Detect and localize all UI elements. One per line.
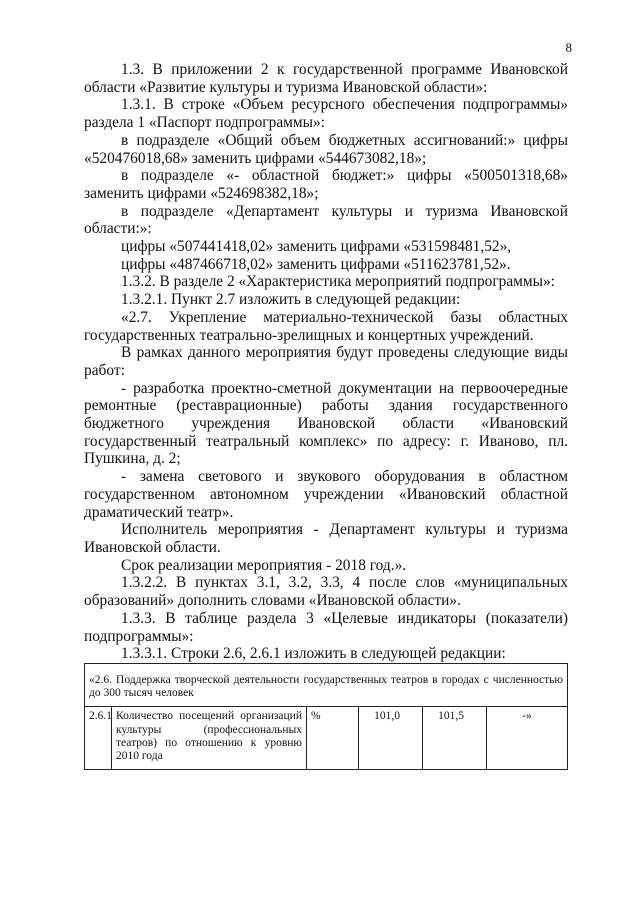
paragraph: в подразделе «Департамент культуры и туризма Ивановской области:»: <box>84 202 568 238</box>
paragraph: 1.3.2. В разделе 2 «Характеристика мероприятий подпрограммы»: <box>121 273 555 291</box>
paragraph: Срок реализации мероприятия - 2018 год.». <box>121 556 407 574</box>
indicator-number-cell: 2.6.1 <box>85 707 112 770</box>
paragraph: В рамках данного мероприятия будут проведены следующие виды работ: <box>84 344 568 379</box>
paragraph: цифры «507441418,02» заменить цифрами «531598481,52», <box>121 238 512 256</box>
paragraph: цифры «487466718,02» заменить цифрами «511623781,52». <box>121 255 511 273</box>
indicators-table <box>84 663 568 770</box>
paragraph: Исполнитель мероприятия - Департамент культуры и туризма Ивановской области. <box>84 521 568 556</box>
paragraph: 1.3.2.2. В пунктах 3.1, 3.2, 3.3, 4 после слов «муниципальных образований» дополнить словами «Ивановской области». <box>84 574 568 610</box>
paragraph: «2.7. Укрепление материально-технической базы областных государственных театрально-зрелищных и концертных учреждений. <box>84 308 568 344</box>
indicator-value-cell: 101,0 <box>359 707 423 770</box>
document-body <box>84 61 568 663</box>
paragraph: 1.3.3.1. Строки 2.6, 2.6.1 изложить в следующей редакции: <box>121 645 506 663</box>
paragraph: 1.3.1. В строке «Объем ресурсного обеспечения подпрограммы» раздела 1 «Паспорт подпрограммы»: <box>84 96 568 132</box>
paragraph: 1.3.2.1. Пункт 2.7 изложить в следующей редакции: <box>121 291 461 309</box>
paragraph: - разработка проектно-сметной документации на первоочередные ремонтные (реставрационные) работы здания государственного бюджетного учреждения Ивановской области «Ивановский государственный театральный комплекс» по адресу: г. Иваново, пл. Пушкина, д. 2; <box>84 379 568 468</box>
paragraph: в подразделе «- областной бюджет:» цифры «500501318,68» заменить цифрами «524698382,18»; <box>84 167 568 202</box>
paragraph: 1.3. В приложении 2 к государственной программе Ивановской области «Развитие культуры и туризма Ивановской области»: <box>84 61 568 96</box>
indicators-table-wrap <box>84 663 568 770</box>
indicator-unit-cell: % <box>307 707 359 770</box>
indicator-value-cell: 101,5 <box>423 707 487 770</box>
indicator-name-cell: Количество посещений организаций культуры (профессиональных театров) по отношению к уровню 2010 года <box>112 707 307 770</box>
page-number: 8 <box>565 40 572 55</box>
table-group-row <box>85 664 568 707</box>
table-row <box>85 707 568 770</box>
paragraph: - замена светового и звукового оборудования в областном государственном автономном учреждении «Ивановский областной драматический театр». <box>84 468 568 521</box>
paragraph: в подразделе «Общий объем бюджетных ассигнований:» цифры «520476018,68» заменить цифрами «544673082,18»; <box>84 131 568 167</box>
group-row-cell: «2.6. Поддержка творческой деятельности государственных театров в городах с численностью до 300 тысяч человек <box>85 664 568 707</box>
paragraph: 1.3.3. В таблице раздела 3 «Целевые индикаторы (показатели) подпрограммы»: <box>84 609 568 645</box>
indicator-end-cell: -» <box>487 707 568 770</box>
